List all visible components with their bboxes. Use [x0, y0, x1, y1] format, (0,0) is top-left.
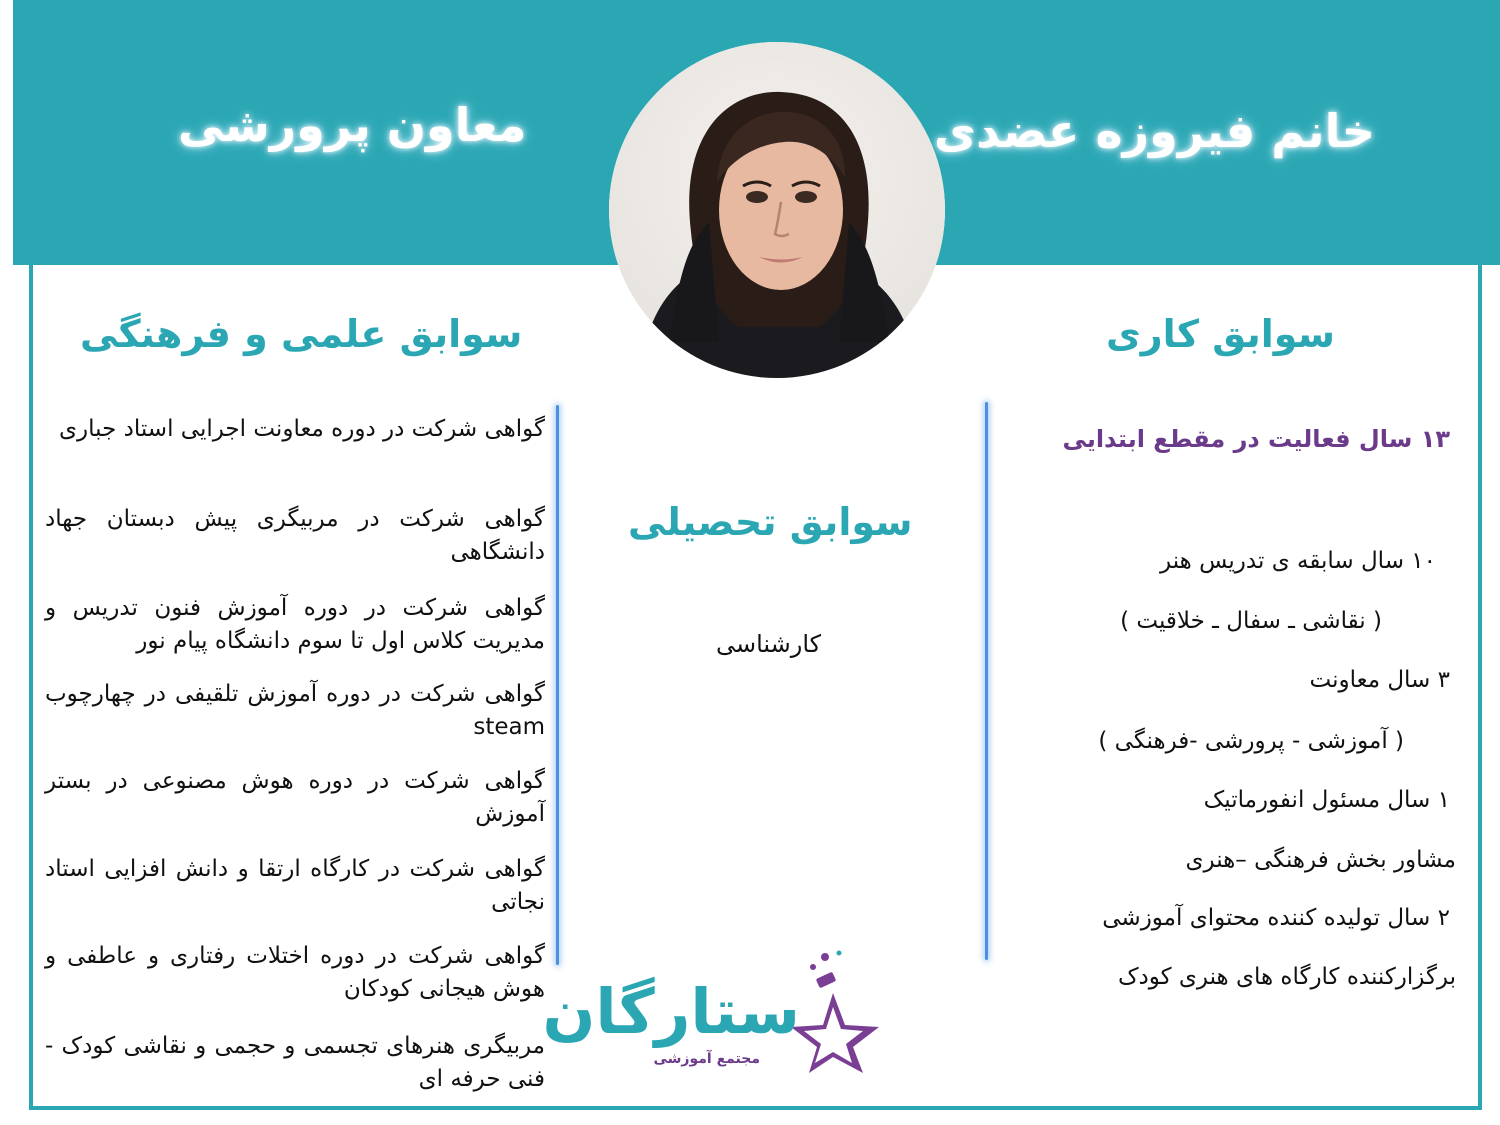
- academic-section-title: سوابق علمی و فرهنگی: [80, 312, 523, 356]
- portrait-icon: [609, 42, 945, 378]
- education-section-title: سوابق تحصیلی: [628, 500, 913, 544]
- certificate-item: گواهی شرکت در مربیگری پیش دبستان جهاد دانشگاهی: [45, 506, 545, 565]
- certificate-item: مربیگری هنرهای تجسمی و حجمی و نقاشی کودک - فنی حرفه ای: [45, 1033, 545, 1092]
- person-role: معاون پرورشی: [178, 98, 527, 152]
- right-divider: [985, 402, 988, 960]
- education-degree: کارشناسی: [716, 630, 822, 658]
- logo-text: ستارگان: [542, 975, 800, 1048]
- certificate-item: گواهی شرکت در دوره آموزش تلقیفی در چهارچوب steam: [45, 681, 545, 740]
- logo: [542, 945, 910, 1075]
- left-divider: [556, 405, 559, 965]
- certificate-item: گواهی شرکت در دوره اختلات رفتاری و عاطفی و هوش هیجانی کودکان: [45, 943, 545, 1002]
- work-item: ( آموزشی - پرورشی -فرهنگی ): [1098, 728, 1404, 754]
- work-highlight: ۱۳ سال فعالیت در مقطع ابتدایی: [1062, 425, 1450, 453]
- portrait-photo: [609, 42, 945, 378]
- work-item: ۳ سال معاونت: [1309, 667, 1450, 693]
- logo-subtitle: مجتمع آموزشی: [653, 1051, 760, 1067]
- work-item: ۲ سال تولیده کننده محتوای آموزشی: [1102, 905, 1450, 931]
- certificate-item: گواهی شرکت در دوره آموزش فنون تدریس و مدیریت کلاس اول تا سوم دانشگاه پیام نور: [45, 595, 545, 654]
- work-item: مشاور بخش فرهنگی –هنری: [1185, 847, 1456, 873]
- work-item: ۱ سال مسئول انفورماتیک: [1203, 787, 1450, 813]
- work-item: ( نقاشی ـ سفال ـ خلاقیت ): [1120, 608, 1382, 634]
- certificate-item: گواهی شرکت در دوره معاونت اجرایی استاد جباری: [59, 416, 545, 442]
- work-item: ۱۰ سال سابقه ی تدریس هنر: [1160, 548, 1436, 574]
- person-name: خانم فیروزه عضدی: [933, 104, 1375, 158]
- work-section-title: سوابق کاری: [1105, 312, 1335, 356]
- certificate-item: گواهی شرکت در کارگاه ارتقا و دانش افزایی استاد نجاتی: [45, 856, 545, 915]
- certificate-item: گواهی شرکت در دوره هوش مصنوعی در بستر آموزش: [45, 768, 545, 827]
- work-item: برگزارکننده کارگاه های هنری کودک: [1117, 964, 1456, 990]
